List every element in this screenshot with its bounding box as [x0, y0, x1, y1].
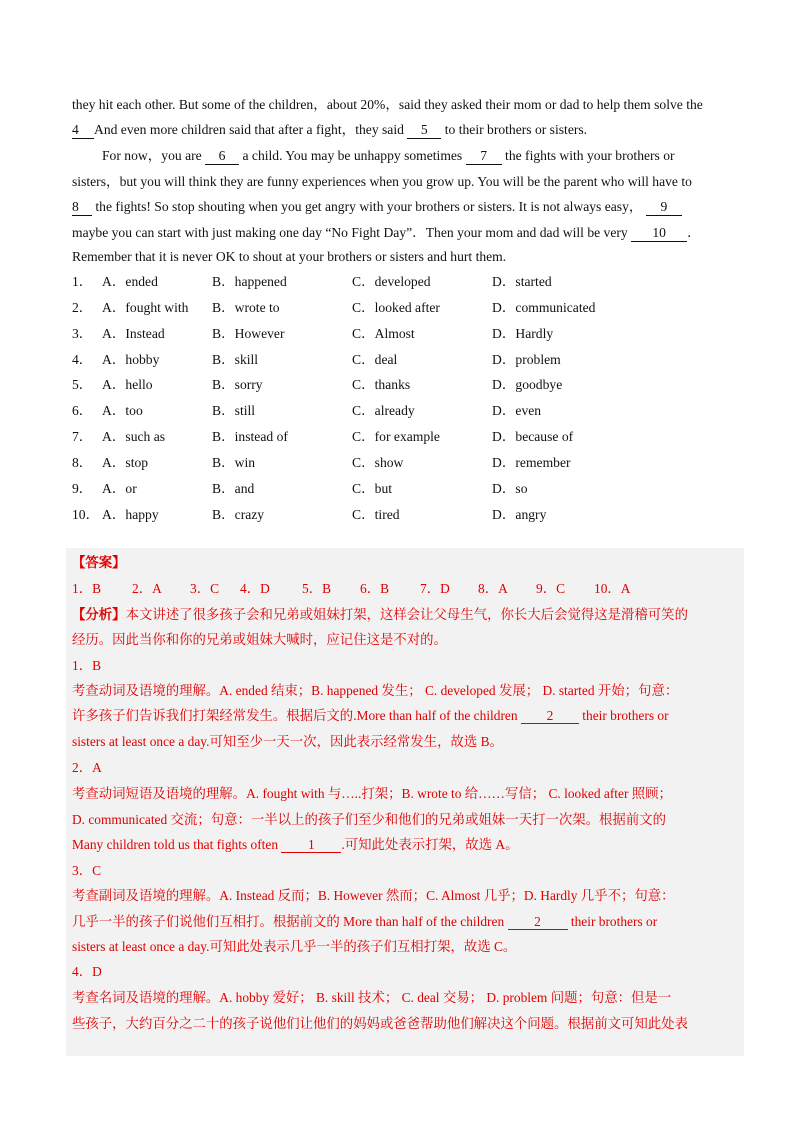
- explanation-line: sisters at least once a day.可知此处表示几乎一半的孩子们互相打架，故选 C。: [72, 939, 517, 954]
- question-row: [72, 504, 732, 526]
- option-b: B．sorry: [212, 377, 263, 392]
- question-number: 5．: [72, 377, 93, 392]
- blank-9: 9: [646, 199, 682, 216]
- question-row: [72, 349, 732, 371]
- passage-text: For now，you are: [102, 148, 202, 163]
- passage-text: the fights with your brothers or: [505, 148, 675, 163]
- passage-line: sisters，but you will think they are funny experiences when you grow up. You will be the parent who will have to: [72, 174, 692, 189]
- explanation-text: Many children told us that fights often: [72, 837, 279, 852]
- option-c: C．show: [352, 455, 404, 470]
- question-row: [72, 271, 732, 293]
- explanation-line: [72, 912, 657, 932]
- explanation-line: [72, 706, 669, 726]
- option-a: A．hobby: [102, 352, 160, 367]
- blank-7: 7: [466, 148, 502, 165]
- explanation-text: 几乎一半的孩子们说他们互相打。根据前文的 More than half of the children: [72, 914, 505, 929]
- option-c: C．Almost: [352, 326, 415, 341]
- passage-line: Remember that it is never OK to shout at your brothers or sisters and hurt them.: [72, 249, 507, 264]
- answer-keys: [72, 579, 692, 599]
- explanation-head: 3．C: [72, 863, 102, 878]
- answer-key: 9．C: [536, 581, 566, 596]
- explanation-line: 考查副词及语境的理解。A. Instead 反而；B. However 然而；C. Almost 几乎；D. Hardly 几乎不；句意：: [72, 888, 675, 903]
- option-c: C．developed: [352, 274, 431, 289]
- explanation-head: 2．A: [72, 760, 102, 775]
- option-a: A．happy: [102, 507, 159, 522]
- question-row: [72, 426, 732, 448]
- explanation-blank: 2: [521, 708, 579, 724]
- question-row: [72, 452, 732, 474]
- analysis-text: 本文讲述了很多孩子会和兄弟或姐妹打架，这样会让父母生气，你长大后会觉得这是滑稽可笑的: [125, 607, 688, 622]
- question-number: 10．: [72, 507, 100, 522]
- explanation-text: 许多孩子们告诉我们打架经常发生。根据后文的.More than half of the children: [72, 708, 518, 723]
- question-number: 6．: [72, 403, 93, 418]
- question-number: 7．: [72, 429, 93, 444]
- answer-key: 7．D: [420, 581, 450, 596]
- option-b: B．instead of: [212, 429, 288, 444]
- option-b: B．win: [212, 455, 256, 470]
- option-c: C．tired: [352, 507, 400, 522]
- explanation-text: their brothers or: [582, 708, 669, 723]
- option-c: C．already: [352, 403, 415, 418]
- question-number: 3．: [72, 326, 93, 341]
- option-a: A．such as: [102, 429, 166, 444]
- explanation-text: .可知此处表示打架，故选 A。: [341, 837, 519, 852]
- option-d: D．because of: [492, 429, 574, 444]
- question-number: 1．: [72, 274, 93, 289]
- answer-key: 10．A: [594, 581, 631, 596]
- passage-line: they hit each other. But some of the children，about 20%，said they asked their mom or dad to help them solve the: [72, 97, 703, 112]
- option-a: A．Instead: [102, 326, 165, 341]
- option-c: C．thanks: [352, 377, 411, 392]
- option-c: C．for example: [352, 429, 440, 444]
- option-a: A．or: [102, 481, 137, 496]
- option-b: B．wrote to: [212, 300, 280, 315]
- blank-10: 10: [631, 225, 687, 242]
- option-b: B．skill: [212, 352, 259, 367]
- blank-6: 6: [205, 148, 239, 165]
- option-c: C．but: [352, 481, 393, 496]
- option-a: A．hello: [102, 377, 153, 392]
- explanation-head: 4．D: [72, 964, 102, 979]
- option-d: D．goodbye: [492, 377, 563, 392]
- passage-line: [72, 120, 587, 140]
- answer-key: 1．B: [72, 581, 102, 596]
- passage-text: And even more children said that after a fight，they said: [94, 122, 404, 137]
- explanation-blank: 1: [281, 837, 341, 853]
- explanation-head: 1．B: [72, 658, 102, 673]
- answer-key: 6．B: [360, 581, 390, 596]
- analysis-line: 经历。因此当你和你的兄弟或姐妹大喊时，应记住这是不对的。: [72, 632, 447, 647]
- answer-heading: 【答案】: [72, 555, 126, 570]
- option-b: B．and: [212, 481, 255, 496]
- passage-text: the fights! So stop shouting when you get angry with your brothers or sisters. It is not always easy，: [95, 199, 643, 214]
- passage-text: ．: [687, 225, 701, 240]
- option-b: B．still: [212, 403, 256, 418]
- answer-key: 8．A: [478, 581, 508, 596]
- option-a: A．ended: [102, 274, 158, 289]
- explanation-blank: 2: [508, 914, 568, 930]
- option-b: B．happened: [212, 274, 287, 289]
- passage-line: [102, 146, 675, 166]
- option-d: D．started: [492, 274, 552, 289]
- question-row: [72, 374, 732, 396]
- option-c: C．deal: [352, 352, 398, 367]
- question-row: [72, 323, 732, 345]
- explanation-text: their brothers or: [570, 914, 658, 929]
- option-b: B．crazy: [212, 507, 265, 522]
- passage-text: to their brothers or sisters.: [444, 122, 588, 137]
- question-number: 8．: [72, 455, 93, 470]
- option-d: D．even: [492, 403, 542, 418]
- analysis-line: [72, 605, 688, 625]
- question-number: 4．: [72, 352, 93, 367]
- option-a: A．stop: [102, 455, 149, 470]
- option-b: B．However: [212, 326, 285, 341]
- option-d: D．Hardly: [492, 326, 554, 341]
- option-d: D．communicated: [492, 300, 596, 315]
- option-a: A．too: [102, 403, 143, 418]
- explanation-line: 考查名词及语境的理解。A. hobby 爱好； B. skill 技术； C. deal 交易； D. problem 问题；句意：但是一: [72, 990, 672, 1005]
- explanation-line: 考查动词及语境的理解。A. ended 结束；B. happened 发生； C. developed 发展； D. started 开始；句意：: [72, 683, 679, 698]
- answer-key: 5．B: [302, 581, 332, 596]
- passage-text: a child. You may be unhappy sometimes: [242, 148, 463, 163]
- analysis-label: 【分析】: [72, 607, 126, 622]
- question-row: [72, 297, 732, 319]
- option-a: A．fought with: [102, 300, 189, 315]
- passage-line: [72, 197, 682, 217]
- question-number: 9．: [72, 481, 93, 496]
- blank-8: 8: [72, 199, 92, 216]
- blank-4: 4: [72, 122, 94, 139]
- option-d: D．angry: [492, 507, 547, 522]
- question-row: [72, 400, 732, 422]
- option-d: D．problem: [492, 352, 561, 367]
- option-d: D．remember: [492, 455, 571, 470]
- option-c: C．looked after: [352, 300, 440, 315]
- option-d: D．so: [492, 481, 528, 496]
- answer-key: 3．C: [190, 581, 220, 596]
- passage-text: maybe you can start with just making one day “No Fight Day”．Then your mom and dad will be very: [72, 225, 628, 240]
- explanation-line: D. communicated 交流；句意：一半以上的孩子们至少和他们的兄弟或姐妹一天打一次架。根据前文的: [72, 812, 666, 827]
- question-number: 2．: [72, 300, 93, 315]
- explanation-line: 考查动词短语及语境的理解。A. fought with 与…..打架；B. wrote to 给……写信； C. looked after 照顾；: [72, 786, 672, 801]
- explanation-line: [72, 835, 518, 855]
- answer-key: 2．A: [132, 581, 162, 596]
- blank-5: 5: [407, 122, 441, 139]
- explanation-line: 些孩子，大约百分之二十的孩子说他们让他们的妈妈或爸爸帮助他们解决这个问题。根据前文可知此处表: [72, 1016, 688, 1031]
- answer-key: 4．D: [240, 581, 270, 596]
- explanation-line: sisters at least once a day.可知至少一天一次，因此表示经常发生，故选 B。: [72, 734, 503, 749]
- question-row: [72, 478, 732, 500]
- passage-line: [72, 223, 701, 243]
